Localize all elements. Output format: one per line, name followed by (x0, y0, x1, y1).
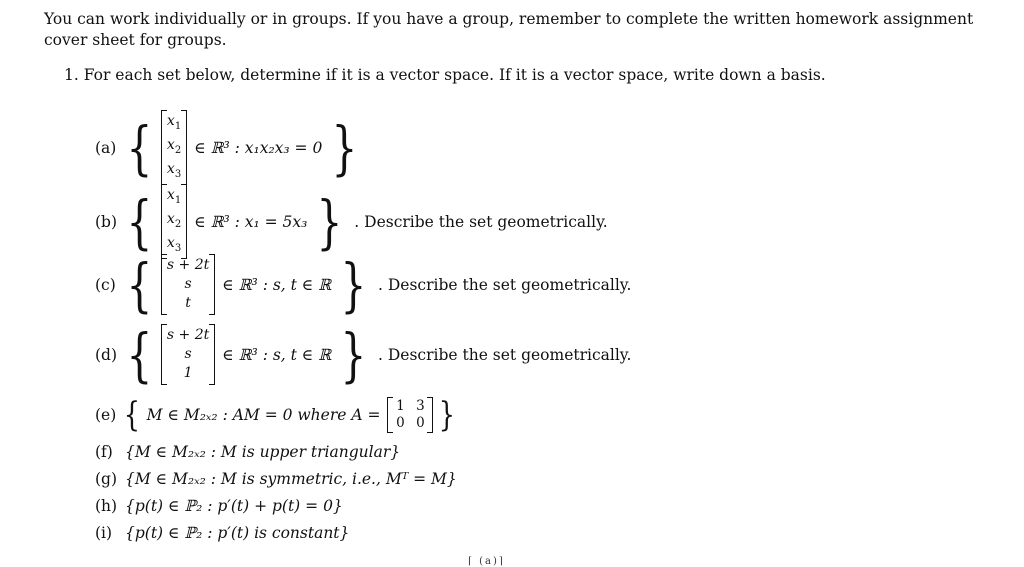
item-label: (h) (95, 497, 118, 515)
left-brace: { (126, 250, 153, 319)
set-condition: ∈ ℝ³ : s, t ∈ ℝ (222, 345, 332, 364)
set-condition: ∈ ℝ³ : s, t ∈ ℝ (222, 275, 332, 294)
column-vector (161, 324, 215, 385)
item-g (95, 470, 461, 488)
vector-entry: s + 2t (166, 257, 210, 273)
item-a (95, 110, 363, 185)
item-label: (b) (95, 212, 118, 231)
cut-off-next-item: ⌈ (a)⌉ (468, 556, 505, 567)
vector-entry: s + 2t (166, 327, 210, 343)
left-brace: { (126, 187, 153, 256)
item-description: . Describe the set geometrically. (354, 212, 608, 231)
right-brace: } (331, 113, 358, 182)
item-e (95, 397, 458, 433)
item-label: (i) (95, 524, 113, 542)
set-expression: {M ∈ M₂ₓ₂ : M is upper triangular} (125, 443, 401, 461)
item-label: (e) (95, 406, 117, 424)
set-condition: M ∈ M₂ₓ₂ : AM = 0 where A = (146, 406, 381, 424)
item-description: . Describe the set geometrically. (378, 345, 632, 364)
left-brace: { (123, 395, 140, 435)
set-condition: ∈ ℝ³ : x₁ = 5x₃ (194, 212, 308, 231)
instructions-paragraph: You can work individually or in groups. If you have a group, remember to complete the written homework assignment cover sheet for groups. (44, 10, 974, 49)
vector-entry: $x_1$ (166, 187, 182, 206)
right-brace: } (439, 395, 456, 435)
set-expression: {M ∈ M₂ₓ₂ : M is symmetric, i.e., Mᵀ = M} (125, 470, 457, 488)
item-label: (c) (95, 275, 116, 294)
item-label: (f) (95, 443, 113, 461)
vector-entry: $x_3$ (166, 234, 182, 254)
item-f (95, 443, 404, 461)
left-brace: { (126, 320, 153, 389)
right-brace: } (340, 320, 367, 389)
set-condition: ∈ ℝ³ : x₁x₂x₃ = 0 (194, 138, 323, 157)
set-expression: {p(t) ∈ ℙ₂ : p′(t) + p(t) = 0} (125, 497, 343, 515)
set-expression: {p(t) ∈ ℙ₂ : p′(t) is constant} (125, 524, 350, 542)
item-label: (a) (95, 138, 117, 157)
vector-entry: $x_3$ (166, 160, 182, 180)
matrix-a (387, 397, 433, 433)
item-i (95, 524, 353, 542)
column-vector (161, 254, 215, 315)
column-vector (161, 184, 187, 259)
right-brace: } (316, 187, 343, 256)
item-label: (g) (95, 470, 118, 488)
matrix-entry: 0 (416, 415, 425, 431)
vector-entry: s (184, 276, 192, 292)
left-brace: { (126, 113, 153, 182)
column-vector (161, 110, 187, 185)
question-1-prompt: 1. For each set below, determine if it is a vector space. If it is a vector space, write down a basis. (64, 66, 826, 84)
item-label: (d) (95, 345, 118, 364)
vector-entry: t (185, 295, 191, 311)
matrix-entry: 0 (396, 415, 405, 431)
right-brace: } (340, 250, 367, 319)
item-b (95, 184, 608, 259)
vector-entry: $x_1$ (166, 113, 182, 132)
matrix-entry: 3 (416, 398, 425, 414)
item-d (95, 320, 632, 389)
item-description: . Describe the set geometrically. (378, 275, 632, 294)
item-h (95, 497, 347, 515)
vector-entry: 1 (183, 365, 193, 381)
matrix-entry: 1 (396, 398, 405, 414)
vector-entry: $x_2$ (166, 136, 182, 156)
item-c (95, 250, 632, 319)
vector-entry: s (184, 346, 192, 362)
vector-entry: $x_2$ (166, 210, 182, 230)
